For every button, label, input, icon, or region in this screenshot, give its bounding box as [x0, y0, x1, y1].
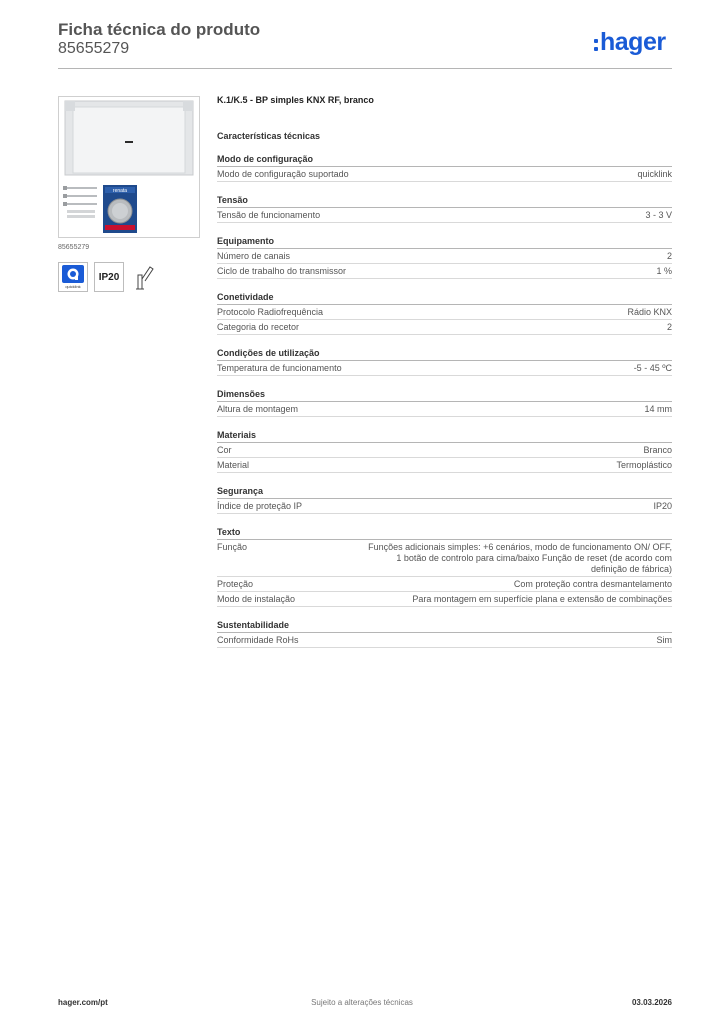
group-configuration	[217, 153, 672, 182]
spec-row	[217, 633, 672, 648]
spec-label: Tensão de funcionamento	[217, 210, 321, 220]
group-safety	[217, 485, 672, 514]
spec-row	[217, 499, 672, 514]
logo-text: hager	[600, 28, 666, 56]
group-conditions	[217, 347, 672, 376]
spec-label: Modo de instalação	[217, 594, 296, 604]
hager-logo[interactable]	[594, 28, 666, 56]
group-connectivity	[217, 291, 672, 335]
spec-row	[217, 361, 672, 376]
product-photo-icon	[59, 97, 199, 237]
group-equipment	[217, 235, 672, 279]
spec-row	[217, 540, 672, 577]
group-sustainability	[217, 619, 672, 648]
spec-label: Ciclo de trabalho do transmissor	[217, 266, 347, 276]
footer-website-link[interactable]: hager.com/pt	[58, 998, 108, 1007]
spec-value: 14 mm	[644, 404, 672, 414]
spec-label: Modo de configuração suportado	[217, 169, 349, 179]
header-divider	[58, 68, 672, 69]
product-code-heading: 85655279	[58, 40, 130, 57]
spec-label: Categoria do recetor	[217, 322, 300, 332]
spec-sheet	[217, 94, 672, 660]
group-title: Texto	[217, 526, 672, 540]
group-title: Conetividade	[217, 291, 672, 305]
page-title: Ficha técnica do produto	[58, 20, 261, 39]
ip-rating-badge	[94, 262, 124, 292]
spec-row	[217, 443, 672, 458]
quicklink-icon	[60, 264, 86, 290]
spec-value: 2	[666, 251, 672, 261]
group-dimensions	[217, 388, 672, 417]
group-text	[217, 526, 672, 607]
spec-row	[217, 249, 672, 264]
product-code-caption: 85655279	[58, 244, 90, 251]
spec-value: 1 %	[656, 266, 672, 276]
spec-value: Sim	[656, 635, 672, 645]
group-title: Equipamento	[217, 235, 672, 249]
spec-value: 3 - 3 V	[645, 210, 672, 220]
group-materials	[217, 429, 672, 473]
spec-value: Termoplástico	[616, 460, 672, 470]
spec-value: 2	[666, 322, 672, 332]
spec-row	[217, 577, 672, 592]
group-title: Tensão	[217, 194, 672, 208]
spec-label: Índice de proteção IP	[217, 501, 303, 511]
quicklink-badge	[58, 262, 88, 292]
spec-row	[217, 320, 672, 335]
ip-rating-label: IP20	[98, 271, 120, 283]
spec-value: Com proteção contra desmantelamento	[513, 579, 672, 589]
spec-row	[217, 592, 672, 607]
spec-label: Protocolo Radiofrequência	[217, 307, 324, 317]
spec-row	[217, 208, 672, 223]
spec-value: Para montagem em superfície plana e extensão de combinações	[412, 594, 672, 604]
group-voltage	[217, 194, 672, 223]
screwdriver-badge	[130, 262, 160, 292]
logo-dots-icon	[594, 39, 598, 51]
group-title: Sustentabilidade	[217, 619, 672, 633]
spec-label: Função	[217, 542, 248, 552]
group-title: Modo de configuração	[217, 153, 672, 167]
spec-value: Funções adicionais simples: +6 cenários, modo de funcionamento ON/ OFF, 1 botão de controlo para cima/baixo Função de reset (de acordo com definição de fábrica)	[368, 542, 672, 574]
svg-text:quicklink: quicklink	[65, 284, 81, 289]
footer-date: 03.03.2026	[631, 998, 672, 1007]
spec-value: quicklink	[637, 169, 672, 179]
spec-value: Branco	[643, 445, 672, 455]
footer-disclaimer: Sujeito a alterações técnicas	[311, 998, 413, 1007]
screwdriver-icon	[132, 263, 158, 291]
spec-label: Altura de montagem	[217, 404, 299, 414]
battery-brand: renata	[112, 188, 128, 194]
spec-row	[217, 305, 672, 320]
spec-label: Proteção	[217, 579, 254, 589]
spec-label: Cor	[217, 445, 232, 455]
spec-value: -5 - 45 ºC	[633, 363, 672, 373]
section-title: Características técnicas	[217, 131, 321, 141]
spec-value: Rádio KNX	[627, 307, 672, 317]
group-title: Dimensões	[217, 388, 672, 402]
group-title: Segurança	[217, 485, 672, 499]
spec-label: Temperatura de funcionamento	[217, 363, 342, 373]
product-name: K.1/K.5 - BP simples KNX RF, branco	[217, 95, 374, 105]
spec-row	[217, 264, 672, 279]
product-image	[58, 96, 200, 238]
spec-label: Material	[217, 460, 250, 470]
spec-row	[217, 167, 672, 182]
spec-row	[217, 458, 672, 473]
spec-row	[217, 402, 672, 417]
spec-label: Conformidade RoHs	[217, 635, 299, 645]
spec-value: IP20	[653, 501, 672, 511]
feature-badges	[58, 262, 160, 292]
spec-label: Número de canais	[217, 251, 291, 261]
group-title: Materiais	[217, 429, 672, 443]
group-title: Condições de utilização	[217, 347, 672, 361]
